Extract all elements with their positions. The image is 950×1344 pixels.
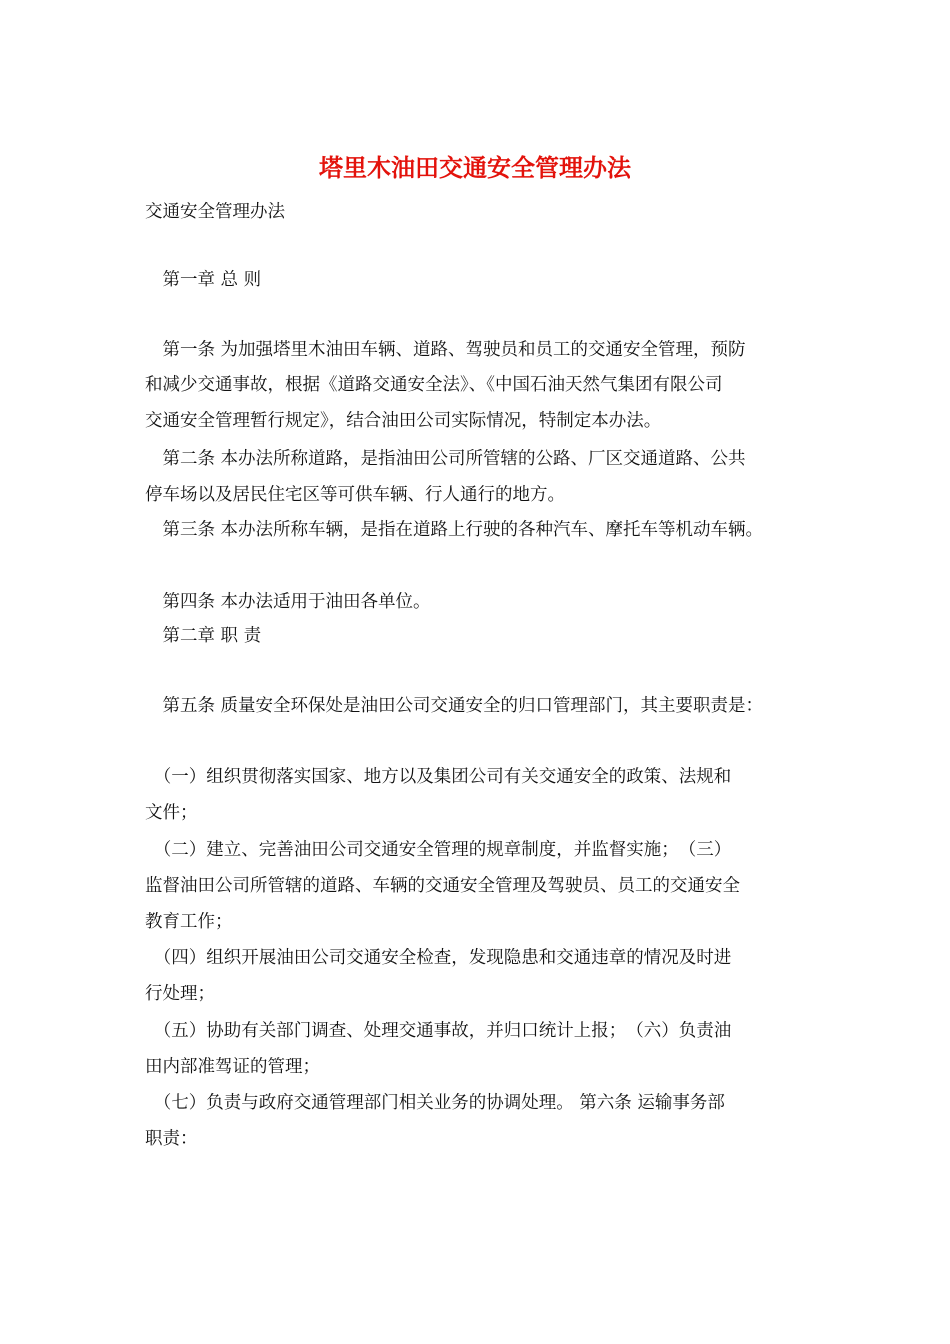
list-item-line: （四）组织开展油田公司交通安全检查，发现隐患和交通违章的情况及时进 [145,948,732,968]
list-item-line: （七）负责与政府交通管理部门相关业务的协调处理。 第六条 运输事务部 [145,1093,725,1113]
list-item-line: 文件； [145,803,198,823]
list-item-line: （五）协助有关部门调查、处理交通事故，并归口统计上报； （六）负责油 [145,1021,732,1041]
article-line: 交通安全管理暂行规定》，结合油田公司实际情况，特制定本办法。 [145,411,662,431]
list-item-line: 教育工作； [145,912,233,932]
list-item-line: 田内部准驾证的管理； [145,1057,320,1077]
list-item-line: 职责： [145,1129,198,1149]
article-line: 第三条 本办法所称车辆，是指在道路上行驶的各种汽车、摩托车等机动车辆。 [145,520,764,540]
list-item-line: 行处理； [145,984,215,1004]
chapter-heading: 第二章 职 责 [145,626,262,646]
article-line: 第五条 质量安全环保处是油田公司交通安全的归口管理部门，其主要职责是： [145,696,764,716]
article-line: 第一条 为加强塔里木油田车辆、道路、驾驶员和员工的交通安全管理，预防 [145,340,746,360]
list-item-line: 监督油田公司所管辖的道路、车辆的交通安全管理及驾驶员、员工的交通安全 [145,876,740,896]
article-line: 第四条 本办法适用于油田各单位。 [145,592,431,612]
article-line: 第二条 本办法所称道路，是指油田公司所管辖的公路、厂区交通道路、公共 [145,449,746,469]
article-line: 和减少交通事故，根据《道路交通安全法》、《中国石油天然气集团有限公司 [145,375,723,395]
chapter-heading: 第一章 总 则 [145,270,262,290]
document-title: 塔里木油田交通安全管理办法 [319,153,631,182]
list-item-line: （二）建立、完善油田公司交通安全管理的规章制度，并监督实施； （三） [145,840,732,860]
list-item-line: （一）组织贯彻落实国家、地方以及集团公司有关交通安全的政策、法规和 [145,767,732,787]
document-subtitle: 交通安全管理办法 [145,202,285,222]
article-line: 停车场以及居民住宅区等可供车辆、行人通行的地方。 [145,485,565,505]
